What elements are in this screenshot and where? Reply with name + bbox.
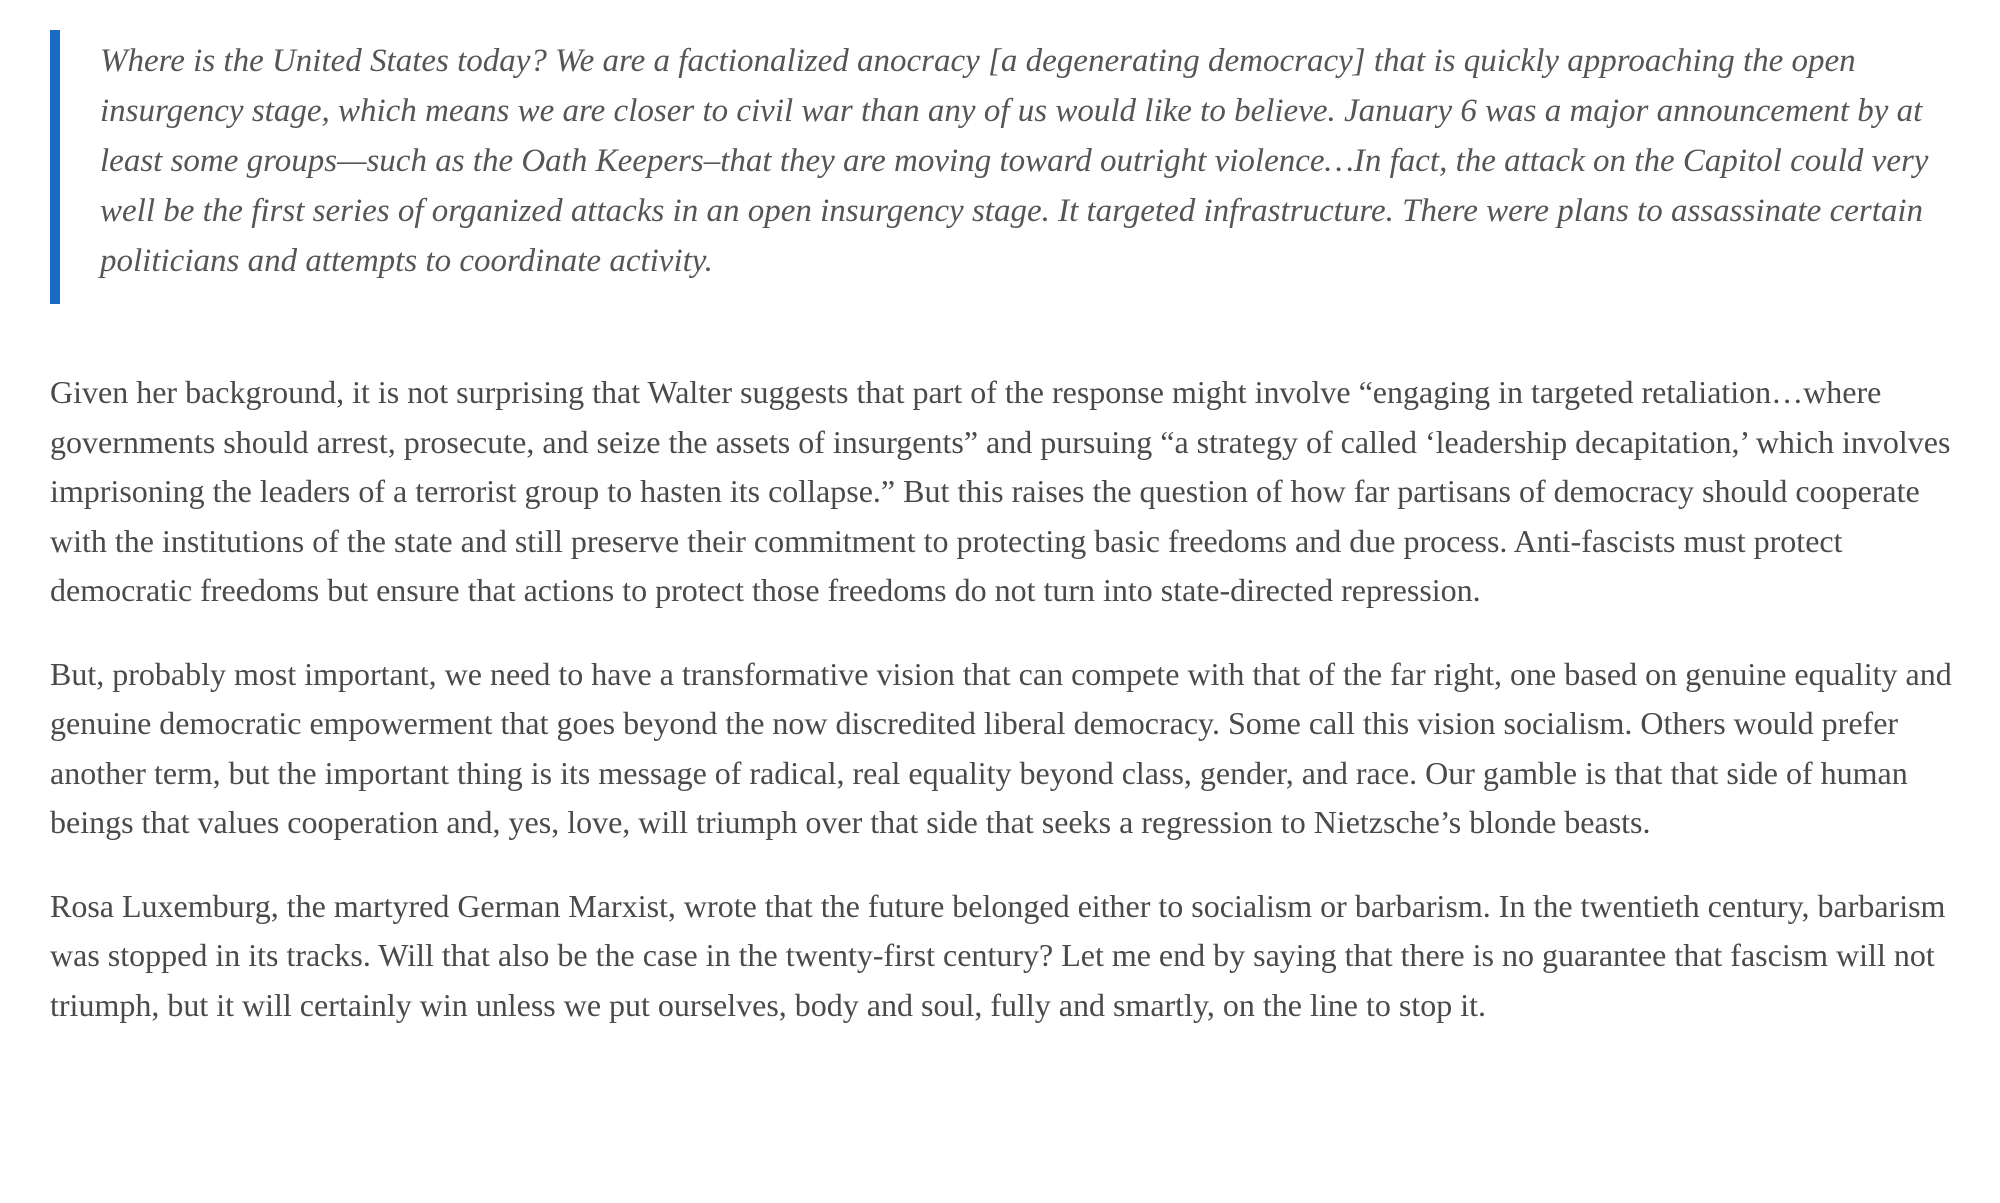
paragraph-2: But, probably most important, we need to have a transformative vision that can compete with that of the far right, one based on genuine equality and genuine democratic empowerment that goes beyond the now discredited liberal democracy. Some call this vision socialism. Others would prefer another term, but the important thing is its message of radical, real equality beyond class, gender, and race. Our gamble is that that side of human beings that values cooperation and, yes, love, will triumph over that side that seeks a regression to Nietzsche’s blonde beasts.: [50, 655, 1952, 840]
paragraph-1: Given her background, it is not surprising that Walter suggests that part of the response might involve “engaging in targeted retaliation…where governments should arrest, prosecute, and seize the assets of insurgents” and pursuing “a strategy of called ‘leadership decapitation,’ which involves imprisoning the leaders of a terrorist group to hasten its collapse.” But this raises the question of how far partisans of democracy should cooperate with the institutions of the state and still preserve their commitment to protecting basic freedoms and due process. Anti-fascists must protect democratic freedoms but ensure that actions to protect those freedoms do not turn into state-directed repression.: [50, 374, 1951, 608]
paragraph-3: Rosa Luxemburg, the martyred German Marxist, wrote that the future belonged either to socialism or barbarism. In the twentieth century, barbarism was stopped in its tracks. Will that also be the case in the twenty-first century? Let me end by saying that there is no guarantee that fascism will not triumph, but it will certainly win unless we put ourselves, body and soul, fully and smartly, on the line to stop it.: [50, 887, 1946, 1023]
article-body: [50, 30, 1980, 1030]
pull-quote: [50, 30, 1980, 304]
quote-text: Where is the United States today? We are a factionalized anocracy [a degenerating democracy] that is quickly approaching the open insurgency stage, which means we are closer to civil war than any of us would like to believe. January 6 was a major announcement by at least some groups—such as the Oath Keepers–that they are moving toward outright violence…In fact, the attack on the Capitol could very well be the first series of organized attacks in an open insurgency stage. It targeted infrastructure. There were plans to assassinate certain politicians and attempts to coordinate activity.: [100, 43, 1929, 279]
